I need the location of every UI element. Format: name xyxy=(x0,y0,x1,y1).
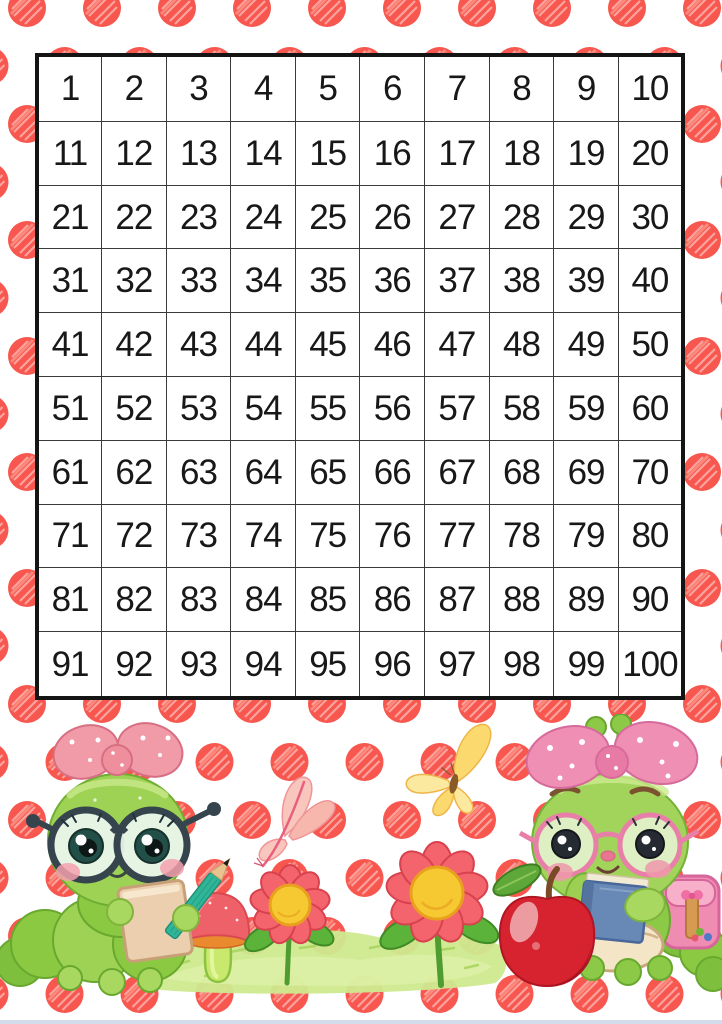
table-row xyxy=(37,55,683,121)
grid-cell: 27 xyxy=(425,185,490,249)
grid-cell: 87 xyxy=(425,568,490,632)
grid-cell: 74 xyxy=(231,504,296,568)
grid-cell: 58 xyxy=(489,376,554,440)
grid-cell: 69 xyxy=(554,440,619,504)
illustration-scene xyxy=(0,714,722,1024)
grid-cell: 36 xyxy=(360,249,425,313)
grid-cell: 44 xyxy=(231,313,296,377)
grid-cell: 70 xyxy=(618,440,683,504)
grid-cell: 72 xyxy=(102,504,167,568)
grid-cell: 4 xyxy=(231,55,296,121)
yellow-butterfly-icon xyxy=(399,723,501,821)
grid-cell: 54 xyxy=(231,376,296,440)
grid-cell: 43 xyxy=(166,313,231,377)
grid-cell: 51 xyxy=(37,376,102,440)
grid-cell: 96 xyxy=(360,632,425,698)
table-row xyxy=(37,121,683,185)
grid-cell: 91 xyxy=(37,632,102,698)
table-row xyxy=(37,568,683,632)
grid-cell: 24 xyxy=(231,185,296,249)
grid-cell: 92 xyxy=(102,632,167,698)
grid-cell: 61 xyxy=(37,440,102,504)
grid-cell: 32 xyxy=(102,249,167,313)
hundred-chart-table xyxy=(35,53,685,700)
grid-cell: 46 xyxy=(360,313,425,377)
grid-cell: 5 xyxy=(295,55,360,121)
grid-cell: 76 xyxy=(360,504,425,568)
grid-cell: 33 xyxy=(166,249,231,313)
grid-cell: 88 xyxy=(489,568,554,632)
grid-cell: 63 xyxy=(166,440,231,504)
grid-cell: 19 xyxy=(554,121,619,185)
grid-cell: 66 xyxy=(360,440,425,504)
grid-cell: 73 xyxy=(166,504,231,568)
grid-cell: 48 xyxy=(489,313,554,377)
grid-cell: 8 xyxy=(489,55,554,121)
table-row xyxy=(37,313,683,377)
bottom-edge-strip xyxy=(0,1020,722,1024)
grid-cell: 23 xyxy=(166,185,231,249)
grid-cell: 99 xyxy=(554,632,619,698)
grid-cell: 42 xyxy=(102,313,167,377)
grid-cell: 65 xyxy=(295,440,360,504)
table-row xyxy=(37,249,683,313)
pink-butterfly-icon xyxy=(254,777,335,866)
grid-cell: 82 xyxy=(102,568,167,632)
grid-cell: 29 xyxy=(554,185,619,249)
hundred-chart-body xyxy=(37,55,683,698)
grid-cell: 83 xyxy=(166,568,231,632)
grid-cell: 1 xyxy=(37,55,102,121)
grid-cell: 53 xyxy=(166,376,231,440)
grid-cell: 93 xyxy=(166,632,231,698)
grid-cell: 85 xyxy=(295,568,360,632)
grid-cell: 30 xyxy=(618,185,683,249)
grid-cell: 52 xyxy=(102,376,167,440)
grid-cell: 81 xyxy=(37,568,102,632)
grid-cell: 59 xyxy=(554,376,619,440)
grid-cell: 50 xyxy=(618,313,683,377)
grid-cell: 56 xyxy=(360,376,425,440)
grid-cell: 68 xyxy=(489,440,554,504)
grid-cell: 17 xyxy=(425,121,490,185)
grid-cell: 90 xyxy=(618,568,683,632)
grid-cell: 47 xyxy=(425,313,490,377)
grid-cell: 77 xyxy=(425,504,490,568)
grid-cell: 80 xyxy=(618,504,683,568)
grid-cell: 98 xyxy=(489,632,554,698)
grid-cell: 37 xyxy=(425,249,490,313)
table-row xyxy=(37,632,683,698)
grid-cell: 94 xyxy=(231,632,296,698)
grid-cell: 49 xyxy=(554,313,619,377)
grid-cell: 7 xyxy=(425,55,490,121)
grid-cell: 45 xyxy=(295,313,360,377)
grid-cell: 39 xyxy=(554,249,619,313)
grid-cell: 12 xyxy=(102,121,167,185)
grid-cell: 78 xyxy=(489,504,554,568)
grid-cell: 25 xyxy=(295,185,360,249)
grid-cell: 22 xyxy=(102,185,167,249)
grid-cell: 34 xyxy=(231,249,296,313)
grid-cell: 67 xyxy=(425,440,490,504)
grid-cell: 100 xyxy=(618,632,683,698)
table-row xyxy=(37,185,683,249)
grid-cell: 57 xyxy=(425,376,490,440)
grid-cell: 71 xyxy=(37,504,102,568)
table-row xyxy=(37,440,683,504)
grid-cell: 79 xyxy=(554,504,619,568)
grid-cell: 20 xyxy=(618,121,683,185)
table-row xyxy=(37,376,683,440)
grid-cell: 6 xyxy=(360,55,425,121)
grid-cell: 15 xyxy=(295,121,360,185)
grid-cell: 2 xyxy=(102,55,167,121)
grid-cell: 55 xyxy=(295,376,360,440)
grid-cell: 95 xyxy=(295,632,360,698)
grid-cell: 16 xyxy=(360,121,425,185)
grid-cell: 97 xyxy=(425,632,490,698)
grid-cell: 62 xyxy=(102,440,167,504)
grid-cell: 13 xyxy=(166,121,231,185)
grid-cell: 75 xyxy=(295,504,360,568)
grid-cell: 28 xyxy=(489,185,554,249)
grid-cell: 64 xyxy=(231,440,296,504)
grid-cell: 11 xyxy=(37,121,102,185)
grid-cell: 9 xyxy=(554,55,619,121)
grid-cell: 60 xyxy=(618,376,683,440)
grid-cell: 38 xyxy=(489,249,554,313)
grid-cell: 31 xyxy=(37,249,102,313)
grid-cell: 41 xyxy=(37,313,102,377)
grid-cell: 10 xyxy=(618,55,683,121)
grid-cell: 21 xyxy=(37,185,102,249)
grid-cell: 18 xyxy=(489,121,554,185)
grid-cell: 3 xyxy=(166,55,231,121)
grid-cell: 84 xyxy=(231,568,296,632)
grid-cell: 35 xyxy=(295,249,360,313)
table-row xyxy=(37,504,683,568)
grid-cell: 86 xyxy=(360,568,425,632)
grid-cell: 14 xyxy=(231,121,296,185)
grid-cell: 89 xyxy=(554,568,619,632)
grid-cell: 26 xyxy=(360,185,425,249)
grid-cell: 40 xyxy=(618,249,683,313)
